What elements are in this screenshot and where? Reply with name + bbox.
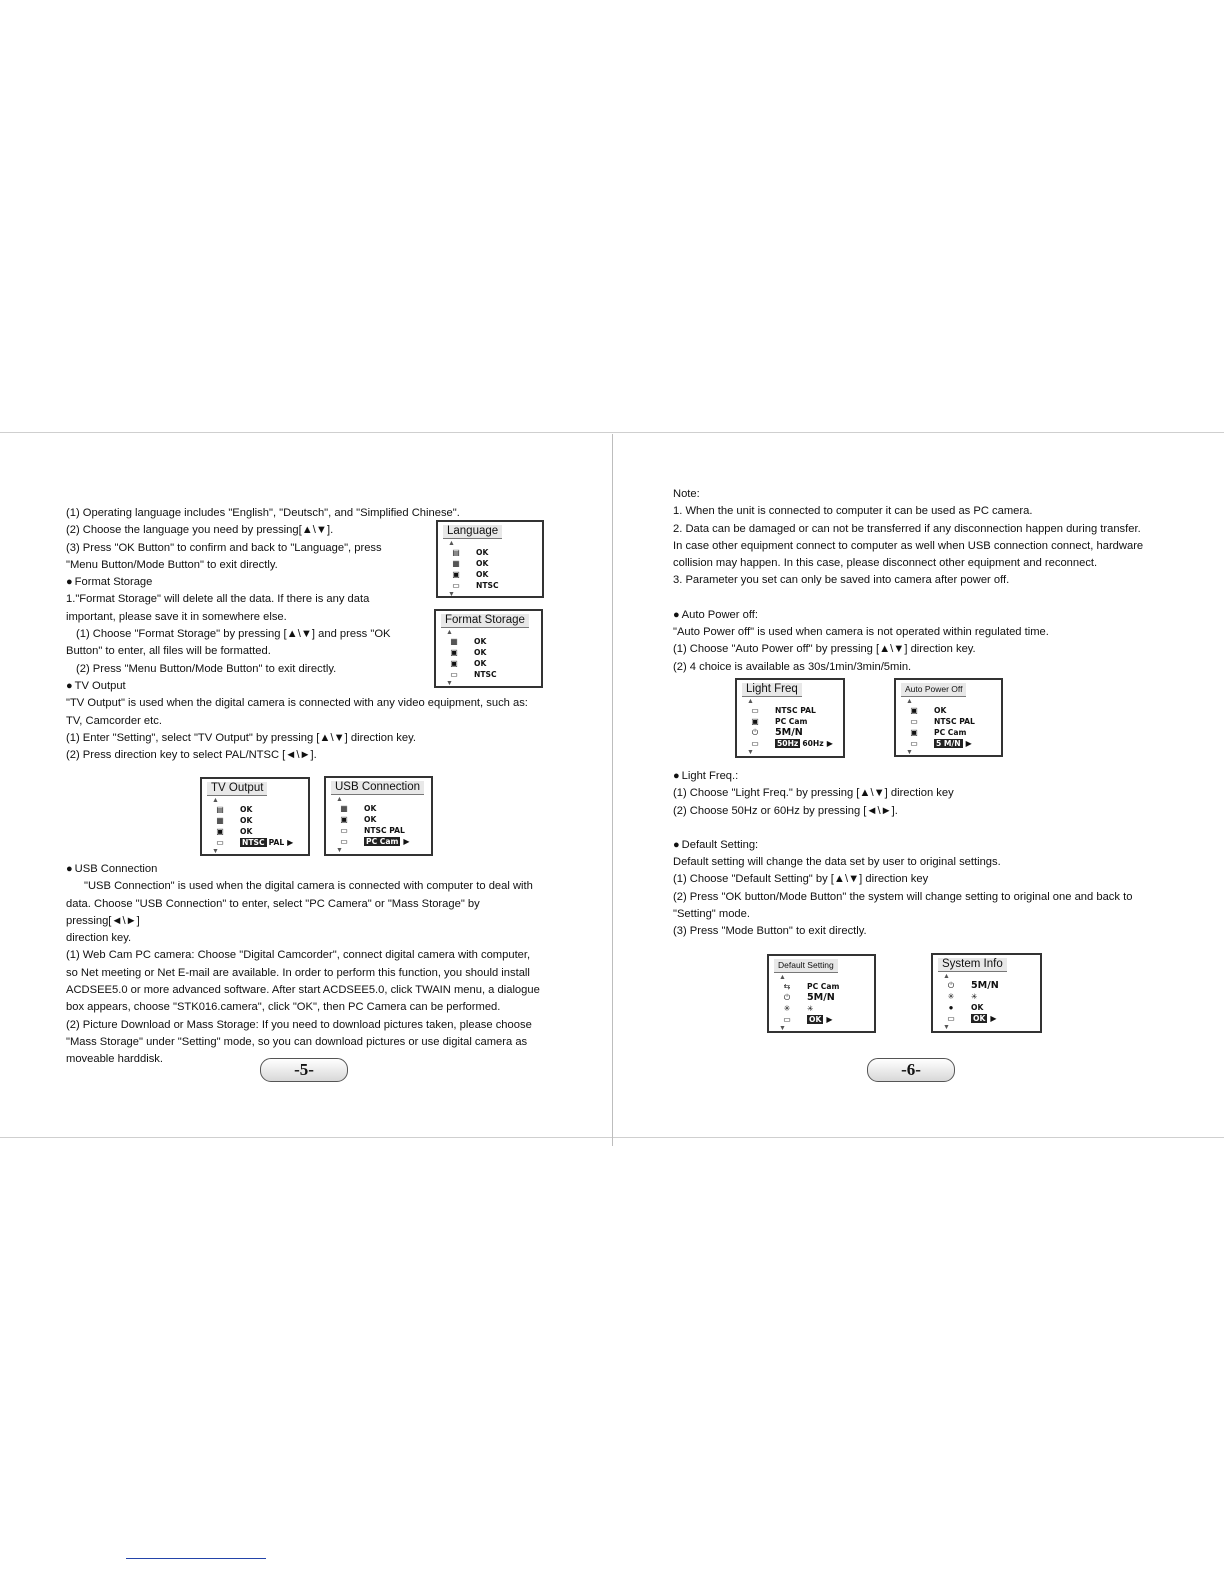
menu-value: OK <box>971 1003 984 1012</box>
menu-row <box>943 980 999 991</box>
menu-icon: ▭ <box>450 670 458 679</box>
menu-value: OK <box>476 570 489 579</box>
screen-title: Auto Power Off <box>901 683 966 697</box>
text-line: ● Auto Power off: <box>673 607 1163 624</box>
menu-row <box>446 647 497 658</box>
text-line: (1) Web Cam PC camera: Choose "Digital Camcorder", connect digital camera with computer, <box>66 949 531 962</box>
text-line: In case other equipment connect to computer as well when USB connection connect, hardware <box>673 539 1144 552</box>
text-line: "USB Connection" is used when the digital camera is connected with computer to deal with <box>84 880 533 893</box>
scroll-down-icon: ▼ <box>906 749 913 756</box>
text-line: (2) Press "Menu Button/Mode Button" to exit directly. <box>76 662 337 675</box>
screen-title: Default Setting <box>774 959 838 973</box>
text-line: ● Default Setting: <box>673 837 1163 854</box>
text-line: (1) Choose "Light Freq." by pressing [▲\▼] direction key <box>673 787 954 800</box>
menu-value: NTSC <box>474 670 497 679</box>
right-arrow-icon: ▶ <box>965 739 972 748</box>
text-line: (3) Press "OK Button" to confirm and back to "Language", press <box>66 541 382 554</box>
right-arrow-icon: ▶ <box>826 1015 833 1024</box>
text-line: (2) Choose the language you need by pressing[▲\▼]. <box>66 524 334 537</box>
text-line: ● Light Freq.: <box>673 768 1163 785</box>
selected-row <box>943 1013 999 1024</box>
menu-icon: ▤ <box>452 548 460 557</box>
menu-icon: ▭ <box>751 739 759 748</box>
scroll-down-icon: ▼ <box>943 1024 950 1031</box>
menu-icon: ▭ <box>910 739 918 748</box>
menu-value: OK <box>240 816 253 825</box>
menu-icon: ▭ <box>910 717 918 726</box>
text-line: collision may happen. In this case, please disconnect other equipment and reconnect. <box>673 557 1098 570</box>
text-line <box>673 820 1163 837</box>
text-line: (2) Picture Download or Mass Storage: If you need to download pictures taken, please choose <box>66 1018 532 1031</box>
menu-row <box>212 815 293 826</box>
menu-row <box>779 1003 839 1014</box>
text-line: (1) Choose "Format Storage" by pressing [▲\▼] and press "OK <box>76 628 391 641</box>
menu-icon: ▭ <box>340 826 348 835</box>
menu-value: NTSC PAL <box>775 706 816 715</box>
menu-value: OK <box>474 648 487 657</box>
menu-icon: ▤ <box>216 805 224 814</box>
menu-icon: ▦ <box>216 816 224 825</box>
menu-value: PC Cam <box>934 728 967 737</box>
scroll-up-icon: ▲ <box>906 698 913 705</box>
menu-icon: ▣ <box>452 570 460 579</box>
text-line: (1) Operating language includes "English", "Deutsch", and "Simplified Chinese". <box>66 507 460 519</box>
page-divider <box>612 434 613 1146</box>
scroll-down-icon: ▼ <box>446 680 453 687</box>
menu-row <box>906 716 975 727</box>
menu-row <box>448 580 499 591</box>
menu-icon: ▣ <box>450 648 458 657</box>
right-page-number: -6- <box>867 1058 955 1082</box>
underline-mark <box>126 1558 266 1559</box>
alternate-option: PAL <box>268 838 285 847</box>
menu-icon: ▭ <box>947 1014 955 1023</box>
menu-value: OK <box>240 805 253 814</box>
menu-icon: ✳ <box>947 992 955 1001</box>
text-line: box appears, choose "STK016.camera", click "OK", then PC Camera can be performed. <box>66 1001 501 1014</box>
tv-output-screen <box>200 777 310 856</box>
menu-value: NTSC <box>476 581 499 590</box>
menu-icon: ▣ <box>450 659 458 668</box>
highlighted-option: PC Cam <box>366 837 399 846</box>
menu-icon: ▭ <box>783 1015 791 1024</box>
menu-value: OK <box>474 637 487 646</box>
menu-row <box>336 803 410 814</box>
text-line: data. Choose "USB Connection" to enter, select "PC Camera" or "Mass Storage" by pressing[◄\►] <box>66 897 480 927</box>
menu-icon: ⇆ <box>783 982 791 991</box>
menu-icon: ▣ <box>910 706 918 715</box>
menu-icon: ▣ <box>910 728 918 737</box>
menu-row <box>779 992 839 1003</box>
text-line: so Net meeting or Net E-mail are available. In order to perform this function, you should install <box>66 966 530 979</box>
menu-value: OK <box>476 559 489 568</box>
menu-value: 5M/N <box>775 727 803 738</box>
selected-row <box>212 837 293 848</box>
screen-title: Language <box>443 525 502 539</box>
screen-title: System Info <box>938 958 1007 972</box>
right-arrow-icon: ▶ <box>990 1014 997 1023</box>
text-line: important, please save it in somewhere else. <box>66 610 287 623</box>
selected-row <box>747 738 833 749</box>
menu-row <box>943 991 999 1002</box>
left-text-block-2 <box>66 861 556 1069</box>
screen-title: USB Connection <box>331 781 424 795</box>
text-line: Note: <box>673 488 700 500</box>
menu-row <box>747 716 833 727</box>
menu-value: NTSC PAL <box>934 717 975 726</box>
menu-value: 5M/N <box>971 980 999 991</box>
menu-value: OK <box>934 706 947 715</box>
screen-title: Light Freq <box>742 683 802 697</box>
highlighted-option: NTSC <box>242 838 265 847</box>
text-line: (2) Press "OK button/Mode Button" the system will change setting to original one and back to <box>673 890 1133 903</box>
menu-row <box>336 825 410 836</box>
scroll-up-icon: ▲ <box>448 540 455 547</box>
menu-row <box>906 727 975 738</box>
menu-value: ✳ <box>807 1004 814 1013</box>
text-line: ● Format Storage <box>66 574 556 591</box>
menu-value: 5M/N <box>807 992 835 1003</box>
highlighted-option: OK <box>809 1015 822 1024</box>
menu-row <box>212 826 293 837</box>
text-line: "Menu Button/Mode Button" to exit directly. <box>66 558 278 571</box>
menu-icon: ▦ <box>452 559 460 568</box>
text-line: direction key. <box>66 932 132 945</box>
menu-icon: ⏻ <box>783 992 791 1002</box>
text-line: moveable harddisk. <box>66 1053 164 1066</box>
left-page-number: -5- <box>260 1058 348 1082</box>
highlighted-option: 5 M/N <box>936 739 961 748</box>
text-line: 1. When the unit is connected to computer it can be used as PC camera. <box>673 505 1033 518</box>
scroll-up-icon: ▲ <box>336 796 343 803</box>
selected-row <box>906 738 975 749</box>
menu-icon: ⏻ <box>947 980 955 990</box>
text-line: Button" to enter, all files will be formatted. <box>66 645 271 658</box>
menu-row <box>943 1002 999 1013</box>
menu-icon: ⏻ <box>751 727 759 737</box>
right-arrow-icon: ▶ <box>826 739 833 748</box>
menu-row <box>779 981 839 992</box>
scroll-up-icon: ▲ <box>212 797 219 804</box>
menu-icon: ▣ <box>751 717 759 726</box>
alternate-option: 60Hz <box>802 739 824 748</box>
menu-icon: ▭ <box>452 581 460 590</box>
menu-value: OK <box>364 815 377 824</box>
screen-title: Format Storage <box>441 614 529 628</box>
menu-icon: ▭ <box>216 838 224 847</box>
selected-row <box>779 1014 839 1025</box>
default-setting-screen <box>767 954 876 1033</box>
scroll-up-icon: ▲ <box>446 629 453 636</box>
text-line: "TV Output" is used when the digital camera is connected with any video equipment, such as: <box>66 697 528 710</box>
language-screen <box>436 520 544 598</box>
menu-row <box>446 669 497 680</box>
menu-row <box>747 727 833 738</box>
text-line: 2. Data can be damaged or can not be transferred if any disconnection happen during transfer. <box>673 522 1141 535</box>
menu-row <box>446 658 497 669</box>
menu-value: PC Cam <box>775 717 808 726</box>
menu-icon: ▦ <box>340 804 348 813</box>
text-line: (1) Enter "Setting", select "TV Output" by pressing [▲\▼] direction key. <box>66 731 416 744</box>
menu-value: ✳ <box>971 992 978 1001</box>
menu-row <box>448 558 499 569</box>
usb-connection-screen <box>324 776 433 856</box>
menu-row <box>336 814 410 825</box>
right-text-block-2 <box>673 768 1163 941</box>
text-line: ACDSEE5.0 or more advanced software. After start ACDSEE5.0, click TWAIN menu, a dialogue <box>66 984 540 997</box>
text-line <box>673 590 1163 607</box>
menu-icon: ▣ <box>216 827 224 836</box>
scroll-down-icon: ▼ <box>779 1025 786 1032</box>
scroll-down-icon: ▼ <box>212 848 219 855</box>
menu-value: OK <box>474 659 487 668</box>
menu-row <box>906 705 975 716</box>
text-line: "Auto Power off" is used when camera is not operated within regulated time. <box>673 626 1049 639</box>
right-arrow-icon: ▶ <box>287 838 294 847</box>
screen-title: TV Output <box>207 782 267 796</box>
highlighted-option: OK <box>973 1014 986 1023</box>
text-line: (1) Choose "Auto Power off" by pressing [▲\▼] direction key. <box>673 643 976 656</box>
menu-row <box>446 636 497 647</box>
highlighted-option: 50Hz <box>777 739 799 748</box>
text-line: (2) Choose 50Hz or 60Hz by pressing [◄\►]. <box>673 804 898 817</box>
menu-row <box>448 547 499 558</box>
menu-icon: ▭ <box>340 837 348 846</box>
text-line: "Mass Storage" under "Setting" mode, so you can download pictures or use digital camera as <box>66 1035 528 1048</box>
light-freq-screen <box>735 678 845 758</box>
text-line: "Setting" mode. <box>673 908 750 921</box>
auto-power-off-screen <box>894 678 1003 757</box>
spread-top-edge <box>0 432 1224 433</box>
system-info-screen <box>931 953 1042 1033</box>
menu-value: OK <box>476 548 489 557</box>
scroll-up-icon: ▲ <box>943 973 950 980</box>
text-line: (3) Press "Mode Button" to exit directly. <box>673 925 867 938</box>
menu-icon: ● <box>948 1003 954 1012</box>
text-line: (2) Press direction key to select PAL/NTSC [◄\►]. <box>66 749 317 762</box>
text-line: TV, Camcorder etc. <box>66 714 162 727</box>
text-line: (1) Choose "Default Setting" by [▲\▼] direction key <box>673 873 929 886</box>
scroll-down-icon: ▼ <box>336 847 343 854</box>
menu-icon: ▭ <box>751 706 759 715</box>
menu-icon: ▦ <box>450 637 458 646</box>
menu-value: OK <box>240 827 253 836</box>
selected-row <box>336 836 410 847</box>
menu-row <box>212 804 293 815</box>
scroll-up-icon: ▲ <box>779 974 786 981</box>
right-arrow-icon: ▶ <box>403 837 410 846</box>
scroll-down-icon: ▼ <box>747 749 754 756</box>
scroll-up-icon: ▲ <box>747 698 754 705</box>
text-line: 1."Format Storage" will delete all the data. If there is any data <box>66 593 370 606</box>
scroll-down-icon: ▼ <box>448 591 455 598</box>
menu-value: NTSC PAL <box>364 826 405 835</box>
text-line: Default setting will change the data set by user to original settings. <box>673 856 1001 869</box>
menu-value: PC Cam <box>807 982 840 991</box>
menu-value: OK <box>364 804 377 813</box>
menu-icon: ✳ <box>783 1004 791 1013</box>
menu-icon: ▣ <box>340 815 348 824</box>
format-storage-screen <box>434 609 543 688</box>
right-text-block-1 <box>673 486 1163 676</box>
text-line: ● USB Connection <box>66 861 556 878</box>
text-line: (2) 4 choice is available as 30s/1min/3min/5min. <box>673 660 912 673</box>
text-line: 3. Parameter you set can only be saved into camera after power off. <box>673 574 1010 587</box>
text-line: ● TV Output <box>66 678 556 695</box>
menu-row <box>747 705 833 716</box>
menu-row <box>448 569 499 580</box>
